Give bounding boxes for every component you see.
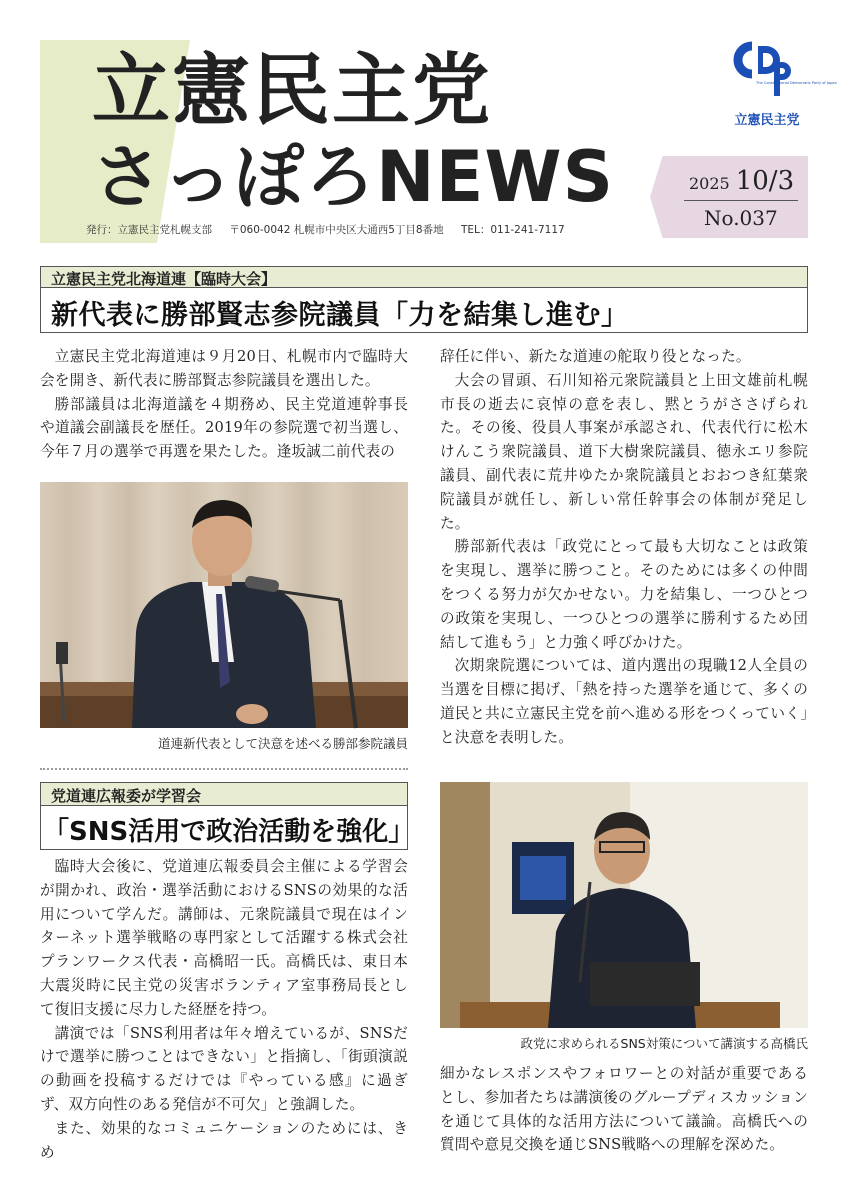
paragraph: 勝部新代表は「政党にとって最も大切なことは政策を実現し、選挙に勝つこと。そのためには多くの仲間をつくる努力が欠かせない。力を結集し、一つひとつの政策を実現し、一つひとつの選挙に勝利するため団結して進もう」と力強く呼びかけた。 [440, 538, 808, 651]
paragraph: 大会の冒頭、石川知裕元衆院議員と上田文雄前札幌市長の逝去に哀悼の意を表し、黙とうがささげられた。その後、役員人事案が承認され、代表代行に松木けんこう衆院議員、道下大樹衆院議員、徳永エリ参院議員、副代表に荒井ゆたか衆院議員とおおつき紅葉衆院議員が就任し、新しい常任幹事会の体制が発足した。 [440, 371, 808, 532]
article1-photo-caption: 道連新代表として決意を述べる勝部参院議員 [157, 736, 408, 751]
logo-text: The Constitutional Democratic Party of Japan [756, 81, 837, 85]
publisher-info [86, 222, 579, 237]
publisher-name: 発行：立憲民主党札幌支部 [86, 224, 212, 236]
publisher-address: 〒060-0042 札幌市中央区大通西5丁目8番地 [229, 224, 444, 236]
paragraph: 次期衆院選については、道内選出の現職12人全員の当選を目標に掲げ、「熱を持った選挙を通じて、多くの道民と共に立憲民主党を前へ進める形をつくっていく」と決意を表明した。 [440, 657, 808, 746]
date-divider [684, 200, 798, 201]
paragraph: 細かなレスポンスやフォロワーとの対話が重要であるとし、参加者たちは講演後のグループディスカッションを通じて具体的な活用方法について議論。高橋氏への質問や意見交換を通じSNS戦略への理解を深めた。 [440, 1065, 808, 1154]
article1-column-2 [440, 345, 808, 750]
publisher-tel: TEL：011-241-7117 [460, 224, 565, 236]
issue-year: 2025 [689, 174, 730, 193]
issue-number: No.037 [704, 206, 778, 230]
cdp-logo-icon [730, 42, 837, 98]
article2-photo [440, 782, 808, 1028]
article2-column-2 [440, 1062, 808, 1157]
logo-party-name: 立憲民主党 [734, 113, 800, 128]
paragraph-continued: 辞任に伴い、新たな道連の舵取り役となった。 [440, 348, 751, 365]
article1-photo [40, 482, 408, 728]
speaker-photo-illustration [40, 482, 408, 728]
article2-headline-text: 「SNS活用で政治活動を強化」 [43, 817, 415, 847]
article2-kicker-text: 党道連広報委が学習会 [51, 787, 202, 805]
article1-kicker [40, 266, 808, 288]
article2-kicker [40, 782, 408, 806]
paragraph: 臨時大会後に、党道連広報委員会主催による学習会が開かれ、政治・選挙活動におけるSNSの効果的な活用について学んだ。講師は、元衆院議員で現在はインターネット選挙戦略の専門家として活躍する株式会社プランワークス代表・高橋昭一氏。高橋氏は、東日本大震災時に民主党の災害ボランティア室事務局長として復旧支援に尽力した経歴を持つ。 [40, 858, 408, 1018]
masthead-title: 立憲民主党 [92, 46, 493, 136]
article2-headline [40, 806, 415, 850]
article2-column-1 [40, 855, 408, 1164]
issue-date [689, 166, 794, 196]
paragraph: 講演では「SNS利用者は年々増えているが、SNSだけで選挙に勝つことはできない」と指摘し、「街頭演説の動画を投稿するだけでは『やっている感』に過ぎず、双方向性のある発信が不可欠」と強調した。 [40, 1024, 408, 1113]
masthead-subtitle: さっぽろNEWS [92, 136, 615, 218]
article1-headline-text: 新代表に勝部賢志参院議員「力を結集し進む」 [51, 300, 629, 331]
paragraph: 勝部議員は北海道議を４期務め、民主党道連幹事長や道議会副議長を歴任。2019年の参院選で初当選し、今年７月の選挙で再選を果たした。逢坂誠二前代表の [40, 395, 408, 461]
article1-kicker-text: 立憲民主党北海道連【臨時大会】 [51, 270, 277, 288]
article1-headline [40, 288, 808, 333]
paragraph: 立憲民主党北海道連は９月20日、札幌市内で臨時大会を開き、新代表に勝部賢志参院議員を選出した。 [40, 348, 408, 389]
lecturer-photo-illustration [440, 782, 808, 1028]
article2-photo-caption: 政党に求められるSNS対策について講演する高橋氏 [520, 1036, 808, 1051]
issue-month-day: 10/3 [735, 166, 795, 196]
section-divider [40, 768, 408, 770]
article1-column-1 [40, 345, 408, 464]
paragraph: また、効果的なコミュニケーションのためには、きめ [40, 1119, 408, 1161]
